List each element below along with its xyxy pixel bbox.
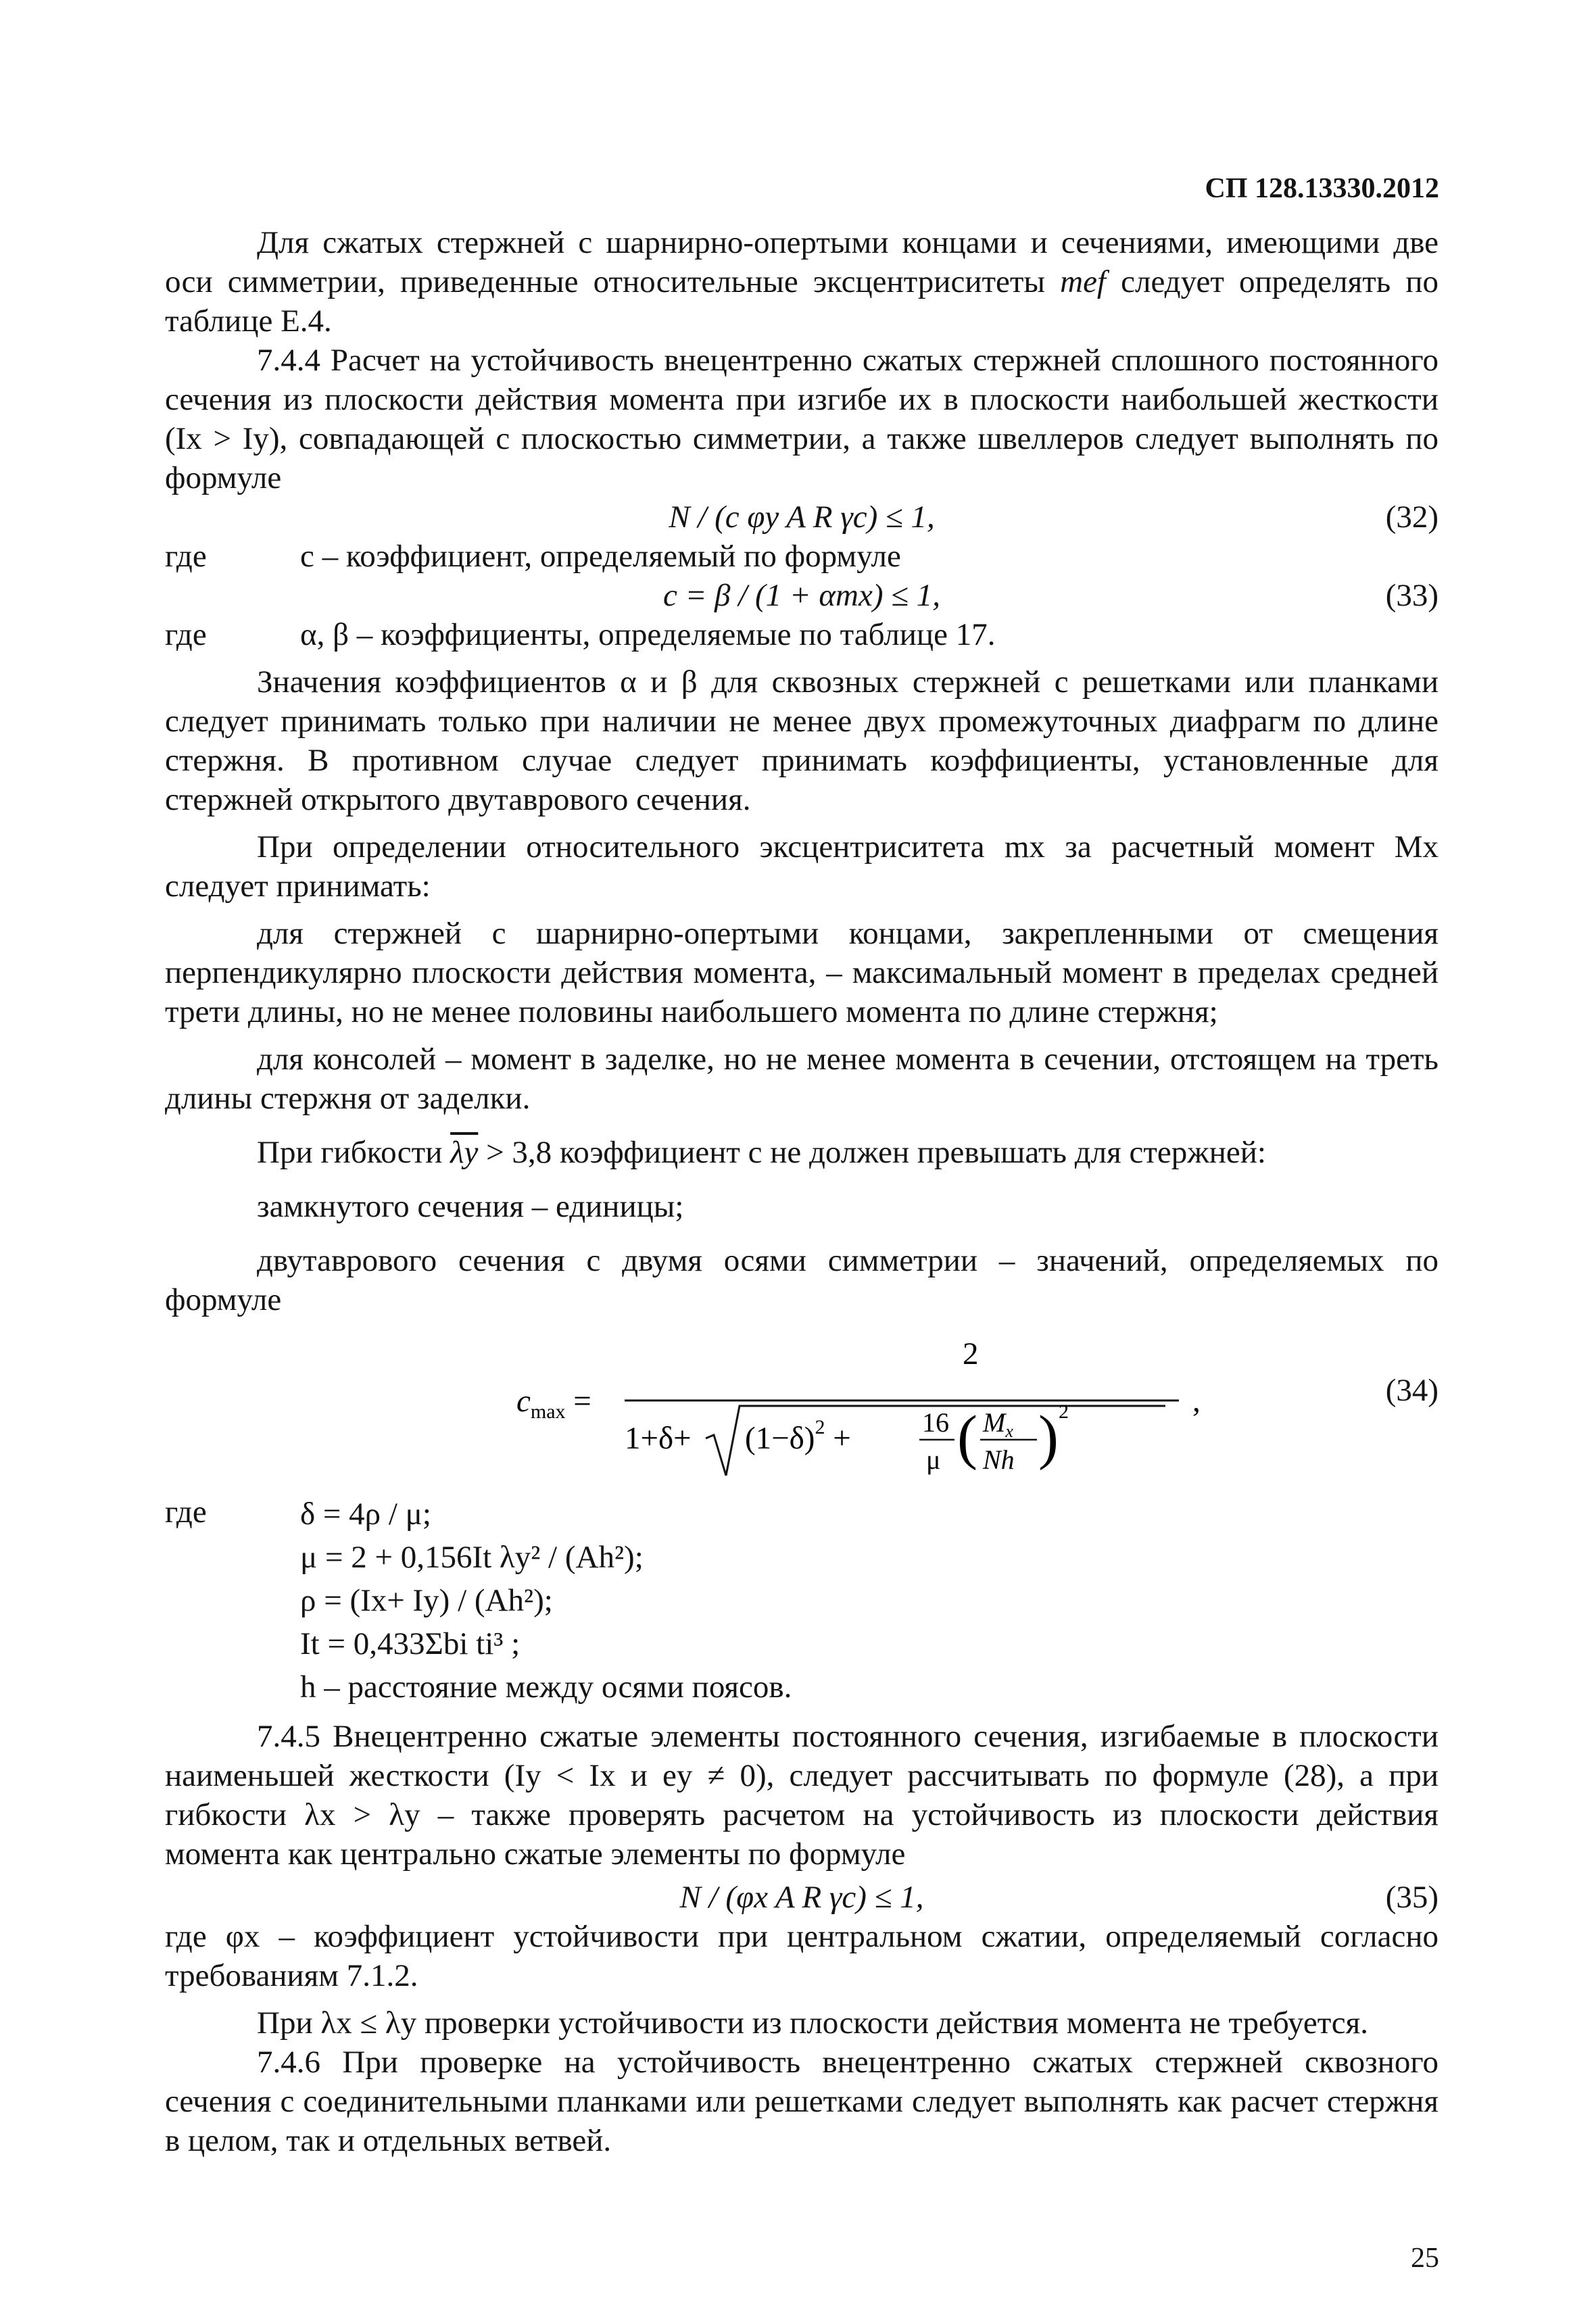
paragraph-7-4-5: 7.4.5 Внецентренно сжатые элементы постоянного сечения, изгибаемые в плоскости наименьшей жесткости (Iy < Ix и ey ≠ 0), следует рассчитывать по формуле (28), а при гибкости λx > λy – также проверять расчетом на устойчивость из плоскости действия момента как центрально сжатые элементы по формуле (165, 1719, 1438, 1872)
paragraph-7-4-4: 7.4.4 Расчет на устойчивость внецентренно сжатых стержней сплошного постоянного сечения из плоскости действия момента при изгибе их в плоскости наибольшей жесткости (Ix > Iy), совпадающей с плоскостью симметрии, а также швеллеров следует выполнять по формуле (165, 343, 1438, 495)
formula-34-comma: , (1192, 1384, 1201, 1419)
formula-32-number: (32) (1385, 499, 1438, 535)
denominator-body: $(1-\delta)^2$ + (745, 1416, 851, 1456)
square-exp: 2 (1059, 1400, 1069, 1423)
formula-35 (165, 1878, 1438, 1917)
formula-35-expr: N / (φx A R γc) ≤ 1, (679, 1880, 924, 1915)
nh-symbol: Nh (983, 1444, 1015, 1475)
definition-rho: ρ = (Ix+ Iy) / (Ah²); (300, 1583, 553, 1618)
definition-delta: δ = 4ρ / μ; (300, 1496, 431, 1532)
formula-32-expr: N / (c φy A R γc) ≤ 1, (669, 499, 935, 535)
where-label: где (165, 617, 207, 652)
denominator-prefix: 1+δ+ (625, 1421, 692, 1456)
mef-symbol: mef (1060, 264, 1106, 299)
formula-34 (165, 1330, 1438, 1479)
formula-34-number: (34) (1385, 1373, 1438, 1408)
formula-34-lhs: $c_{max}$ = (516, 1384, 591, 1423)
lambda-y-bar: $\overline{\lambda y}$ (450, 1135, 479, 1170)
p7-text-b: > 3,8 коэффициент c не должен превышать для стержней: (486, 1135, 1266, 1170)
document-body (165, 223, 1438, 2160)
p1-end-text: следует определять по таблице Е.4. (165, 264, 1438, 339)
paragraph-lambda-compare: При λx ≤ λy проверки устойчивости из плоскости действия момента не требуется. (257, 2005, 1369, 2041)
definitions-list (300, 1492, 792, 1709)
where-c-definition: c – коэффициент, определяемый по формуле (300, 539, 901, 574)
where-label: где (165, 1494, 207, 1530)
paragraph-7-4-6: 7.4.6 При проверке на устойчивость внецентренно сжатых стержней сквозного сечения с соединительными планками или решетками следует выполнять как расчет стержня в целом, так и отдельных ветвей. (165, 2045, 1438, 2158)
where-delta (165, 1492, 1438, 1709)
definition-h: h – расстояние между осями поясов. (300, 1670, 792, 1705)
paragraph-i-section: двутаврового сечения с двумя осями симметрии – значений, определяемых по формуле (165, 1243, 1438, 1317)
formula-33-number: (33) (1385, 578, 1438, 613)
paragraph-phi-x: где φx – коэффициент устойчивости при центральном сжатии, определяемый согласно требованиям 7.1.2. (165, 1919, 1438, 1993)
where-c (165, 537, 1438, 576)
paragraph-relative-eccentricity: При определении относительного эксцентриситета mx за расчетный момент Mx следует принимать: (165, 829, 1438, 904)
paragraph-hinged-rods: для стержней с шарнирно-опертыми концами, закрепленными от смещения перпендикулярно плоскости действия момента, – максимальный момент в пределах средней трети длины, но не менее половины наибольшего момента по длине стержня; (165, 916, 1438, 1029)
mx-symbol: $M_x$ (983, 1407, 1013, 1441)
formula-35-number: (35) (1385, 1880, 1438, 1915)
where-alpha-beta-definition: α, β – коэффициенты, определяемые по таблице 17. (300, 617, 996, 652)
where-alpha-beta (165, 615, 1438, 654)
paragraph-eccentricity (165, 223, 1438, 341)
frac-16: 16 (922, 1407, 949, 1438)
mu-symbol: μ (926, 1444, 941, 1475)
formula-34-numerator: 2 (963, 1336, 979, 1371)
definition-it: It = 0,433Σbi ti³ ; (300, 1626, 521, 1661)
p1-text: Для сжатых стержней с шарнирно-опертыми концами и сечениями, имеющими две оси симметрии, приведенные относительные эксцентриситеты (165, 225, 1438, 299)
definition-mu: μ = 2 + 0,156It λy² / (Ah²); (300, 1540, 644, 1575)
paren-right: ) (1038, 1404, 1059, 1471)
formula-34-graphic (165, 1330, 1247, 1479)
paren-left: ( (957, 1404, 977, 1471)
paragraph-cantilevers: для консолей – момент в заделке, но не менее момента в сечении, отстоящем на треть длины стержня от заделки. (165, 1042, 1438, 1116)
formula-33-expr: c = β / (1 + αmx) ≤ 1, (662, 578, 941, 613)
formula-32 (165, 497, 1438, 537)
formula-33 (165, 576, 1438, 615)
where-label: где (165, 539, 207, 574)
doc-code-header: СП 128.13330.2012 (1205, 173, 1439, 204)
p7-text-a: При гибкости (257, 1135, 443, 1170)
paragraph-alpha-beta-values: Значения коэффициентов α и β для сквозных стержней с решетками или планками следует принимать только при наличии не менее двух промежуточных диафрагм по длине стержня. В противном случае следует принимать коэффициенты, установленные для стержней открытого двутаврового сечения. (165, 664, 1438, 817)
paragraph-flexibility (165, 1133, 1438, 1172)
page-number: 25 (1411, 2243, 1439, 2274)
paragraph-closed-section: замкнутого сечения – единицы; (257, 1189, 684, 1224)
